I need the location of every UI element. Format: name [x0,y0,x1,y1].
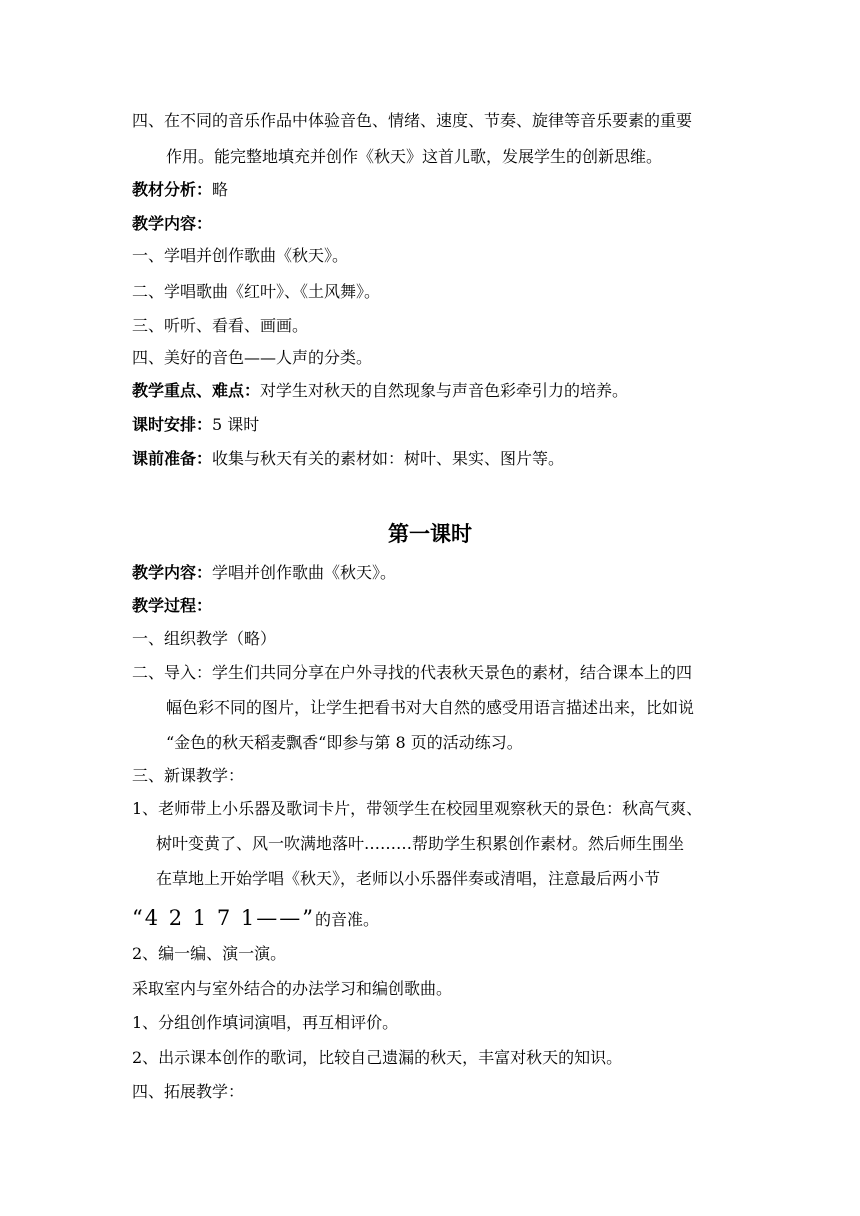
process-step-3: 三、新课教学： [132,766,245,785]
new-lesson-sub-1-line-2: 树叶变黄了、风一吹满地落叶………帮助学生积累创作素材。然后师生围坐 [156,834,685,853]
lesson-heading: 第一课时 [388,521,472,546]
process-step-1: 一、组织教学（略） [132,629,277,648]
process-step-2-line-1: 二、导入：学生们共同分享在户外寻找的代表秋天景色的素材，结合课本上的四 [132,663,693,682]
method-step-1: 1、分组创作填词演唱，再互相评价。 [132,1013,399,1032]
teaching-process-label: 教学过程： [132,596,213,615]
key-points-value: 对学生对秋天的自然现象与声音色彩牵引力的培养。 [260,381,629,400]
material-analysis-label: 教材分析： [132,180,213,199]
teaching-content-item-2: 二、学唱歌曲《红叶》、《土风舞》。 [132,282,381,301]
objective-item-4-line-1: 四、在不同的音乐作品中体验音色、情绪、速度、节奏、旋律等音乐要素的重要 [132,111,693,130]
new-lesson-sub-2: 2、编一编、演一演。 [132,944,287,963]
key-points [132,381,628,401]
notation-line [132,904,379,934]
material-analysis [132,180,228,200]
preparation [132,449,564,469]
material-analysis-value: 略 [212,180,229,199]
teaching-content-item-1: 一、学唱并创作歌曲《秋天》。 [132,246,349,265]
process-step-2-line-3: “金色的秋天稻麦飘香“即参与第 8 页的活动练习。 [166,733,523,752]
preparation-label: 课前准备： [132,449,213,468]
notation-suffix: 的音准。 [314,910,379,929]
lesson-content-value: 学唱并创作歌曲《秋天》。 [212,563,397,582]
key-points-label: 教学重点、难点： [132,381,261,400]
schedule-label: 课时安排： [132,415,213,434]
lesson-content [132,563,396,583]
preparation-value: 收集与秋天有关的素材如：树叶、果实、图片等。 [212,449,565,468]
new-lesson-sub-1-line-3: 在草地上开始学唱《秋天》，老师以小乐器伴奏或清唱，注意最后两小节 [156,869,661,888]
process-step-2-line-2: 幅色彩不同的图片，让学生把看书对大自然的感受用语言描述出来，比如说 [166,698,695,717]
teaching-content-item-4: 四、美好的音色——人声的分类。 [132,348,373,367]
teaching-content-label: 教学内容： [132,214,213,233]
lesson-content-label: 教学内容： [132,563,213,582]
method-description: 采取室内与室外结合的办法学习和编创歌曲。 [132,979,453,998]
music-notation: “4 2 1 7 1——” [132,906,315,930]
schedule [132,415,259,435]
process-step-4: 四、拓展教学： [132,1082,245,1101]
teaching-content-item-3: 三、听听、看看、画画。 [132,316,309,335]
new-lesson-sub-1-line-1: 1、老师带上小乐器及歌词卡片，带领学生在校园里观察秋天的景色：秋高气爽、 [132,799,703,818]
schedule-value: 5 课时 [212,415,260,434]
method-step-2: 2、出示课本创作的歌词，比较自己遗漏的秋天，丰富对秋天的知识。 [132,1048,623,1067]
objective-item-4-line-2: 作用。能完整地填充并创作《秋天》这首儿歌，发展学生的创新思维。 [166,147,663,166]
